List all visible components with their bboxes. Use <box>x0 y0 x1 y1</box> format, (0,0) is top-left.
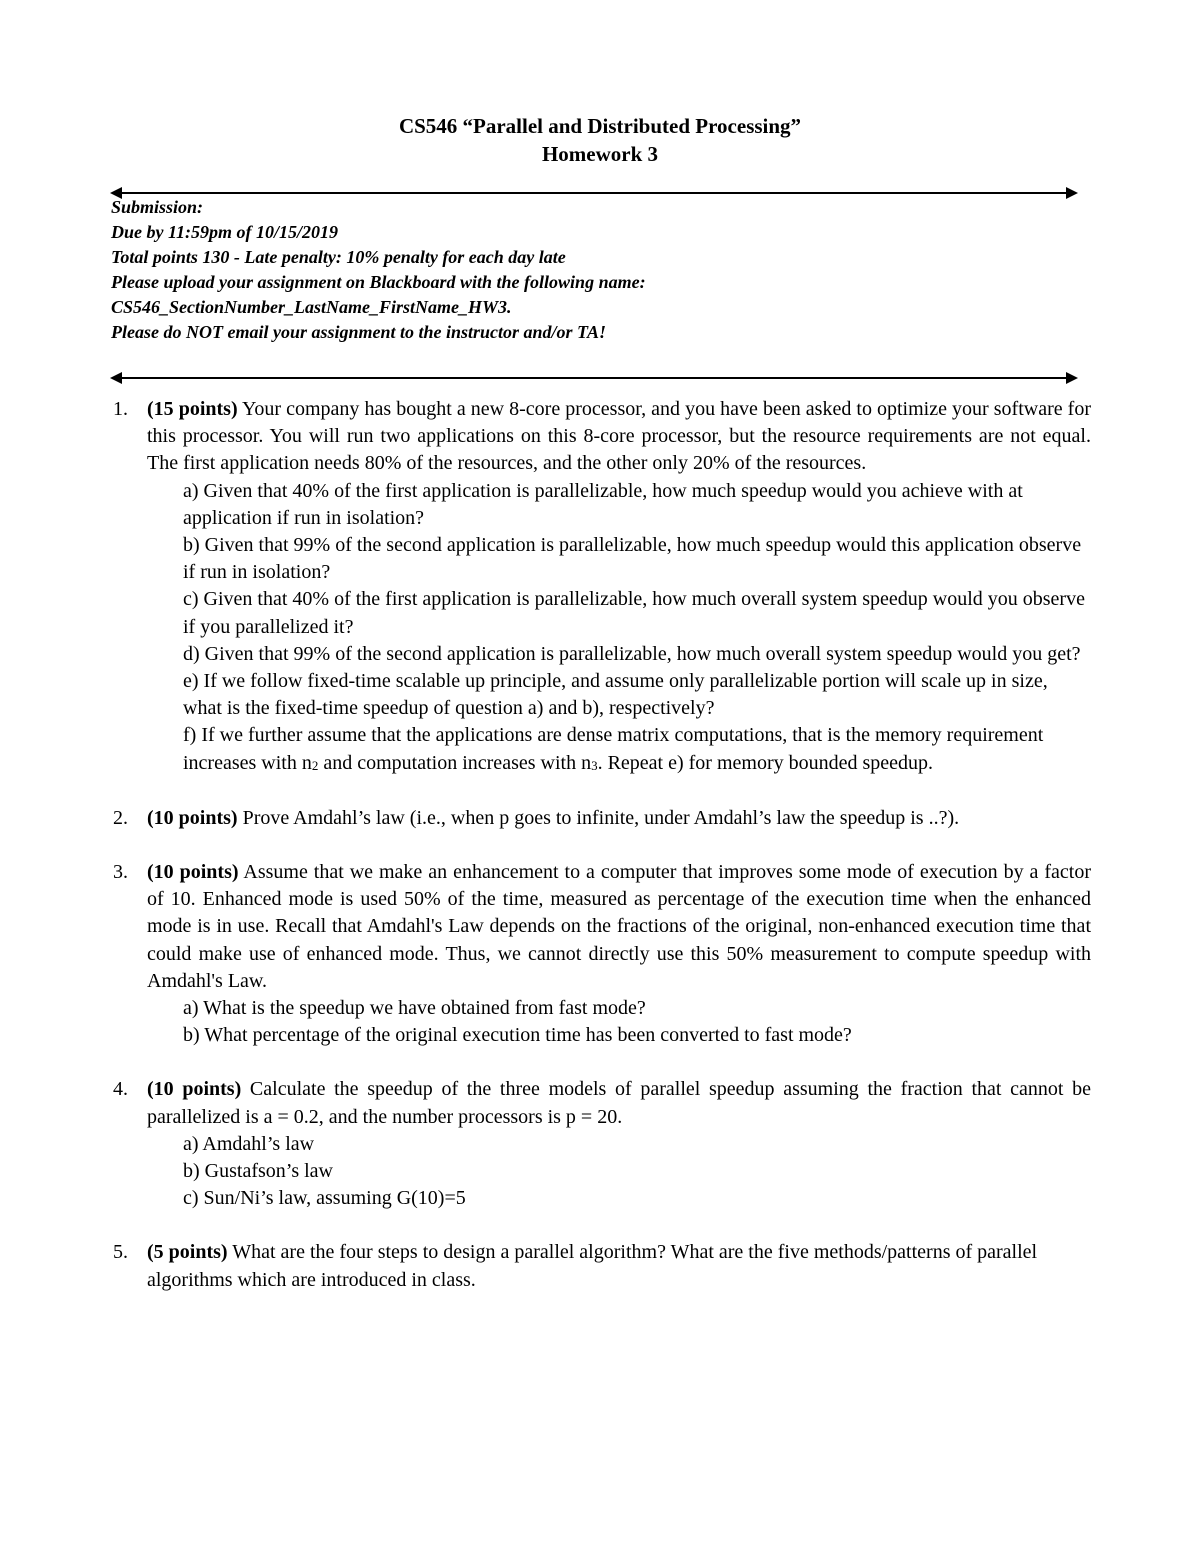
submission-upload-instruction: Please upload your assignment on Blackboard with the following name: <box>111 272 646 292</box>
question-3 <box>111 859 1091 1049</box>
question-points: (10 points) <box>147 861 239 884</box>
question-number: 3. <box>113 861 128 884</box>
question-list <box>111 396 1091 1321</box>
question-text: What are the four steps to design a parallel algorithm? What are the five methods/patterns of parallel algorithms which are introduced in class. <box>147 1241 1038 1291</box>
subpart-c: c) Sun/Ni’s law, assuming G(10)=5 <box>183 1187 466 1210</box>
question-points: (10 points) <box>147 1078 242 1101</box>
subpart-e: e) If we follow fixed-time scalable up principle, and assume only parallelizable portion will scale up in size, what is the fixed-time speedup of question a) and b), respectively? <box>183 670 1048 720</box>
question-text: Calculate the speedup of the three models of parallel speedup assuming the fraction that cannot be parallelized is a = 0.2, and the number processors is p = 20. <box>147 1078 1091 1128</box>
exponent-2: 2 <box>311 757 319 773</box>
question-5 <box>111 1239 1091 1293</box>
question-text: Prove Amdahl’s law (i.e., when p goes to infinite, under Amdahl’s law the speedup is ..?). <box>237 806 960 829</box>
subpart-b: b) Gustafson’s law <box>183 1160 333 1183</box>
question-2 <box>111 805 1091 832</box>
submission-email-warning: Please do NOT email your assignment to the instructor and/or TA! <box>111 322 607 342</box>
subpart-b: b) What percentage of the original execution time has been converted to fast mode? <box>183 1024 852 1047</box>
double-arrow-rule-bottom <box>110 369 1078 387</box>
subpart-c: c) Given that 40% of the first application is parallelizable, how much overall system speedup would you observe if you parallelized it? <box>183 588 1085 638</box>
submission-block <box>111 195 646 345</box>
question-number: 4. <box>113 1078 128 1101</box>
submission-due-date: Due by 11:59pm of 10/15/2019 <box>111 222 338 242</box>
question-number: 2. <box>113 806 128 829</box>
subpart-a: a) Given that 40% of the first application is parallelizable, how much speedup would you achieve with at application if run in isolation? <box>183 479 1023 529</box>
subpart-f-text: . Repeat e) for memory bounded speedup. <box>597 751 934 774</box>
subpart-f <box>147 722 1091 777</box>
submission-filename: CS546_SectionNumber_LastName_FirstName_HW3. <box>111 297 512 317</box>
subpart-f-text: and computation increases with n <box>318 751 592 774</box>
question-points: (15 points) <box>147 398 238 420</box>
question-text: Assume that we make an enhancement to a computer that improves some mode of execution by a factor of 10. Enhanced mode is used 50% of the time, measured as percentage of the execution time when the enhanced mode is in use. Recall that Amdahl's Law depends on the fractions of the original, non-enhanced execution time that could make use of enhanced mode. Thus, we cannot directly use this 50% measurement to compute speedup with Amdahl's Law. <box>147 861 1091 992</box>
question-4 <box>111 1076 1091 1212</box>
question-text: Your company has bought a new 8-core processor, and you have been asked to optimize your software for this processor. You will run two applications on this 8-core processor, but the resource requirements are not equal. The first application needs 80% of the resources, and the other only 20% of the resources. <box>147 398 1092 475</box>
question-points: (10 points) <box>147 806 238 829</box>
subpart-b: b) Given that 99% of the second application is parallelizable, how much speedup would this application observe if run in isolation? <box>183 534 1082 584</box>
question-1 <box>111 396 1091 778</box>
subpart-d: d) Given that 99% of the second application is parallelizable, how much overall system speedup would you get? <box>183 642 1081 665</box>
document-subtitle: Homework 3 <box>541 142 659 166</box>
document-title: CS546 “Parallel and Distributed Processing” <box>398 114 802 138</box>
subpart-a: a) What is the speedup we have obtained from fast mode? <box>183 997 646 1020</box>
subpart-a: a) Amdahl’s law <box>183 1132 315 1155</box>
question-number: 5. <box>113 1241 128 1264</box>
question-points: (5 points) <box>147 1241 228 1264</box>
submission-heading: Submission: <box>111 197 204 217</box>
subpart-f-text: f) If we further assume that the applications are dense matrix computations, that is the memory requirement increases with n <box>183 724 1044 774</box>
submission-points: Total points 130 - Late penalty: 10% penalty for each day late <box>111 247 566 267</box>
exponent-3: 3 <box>591 757 598 773</box>
question-number: 1. <box>113 398 128 420</box>
